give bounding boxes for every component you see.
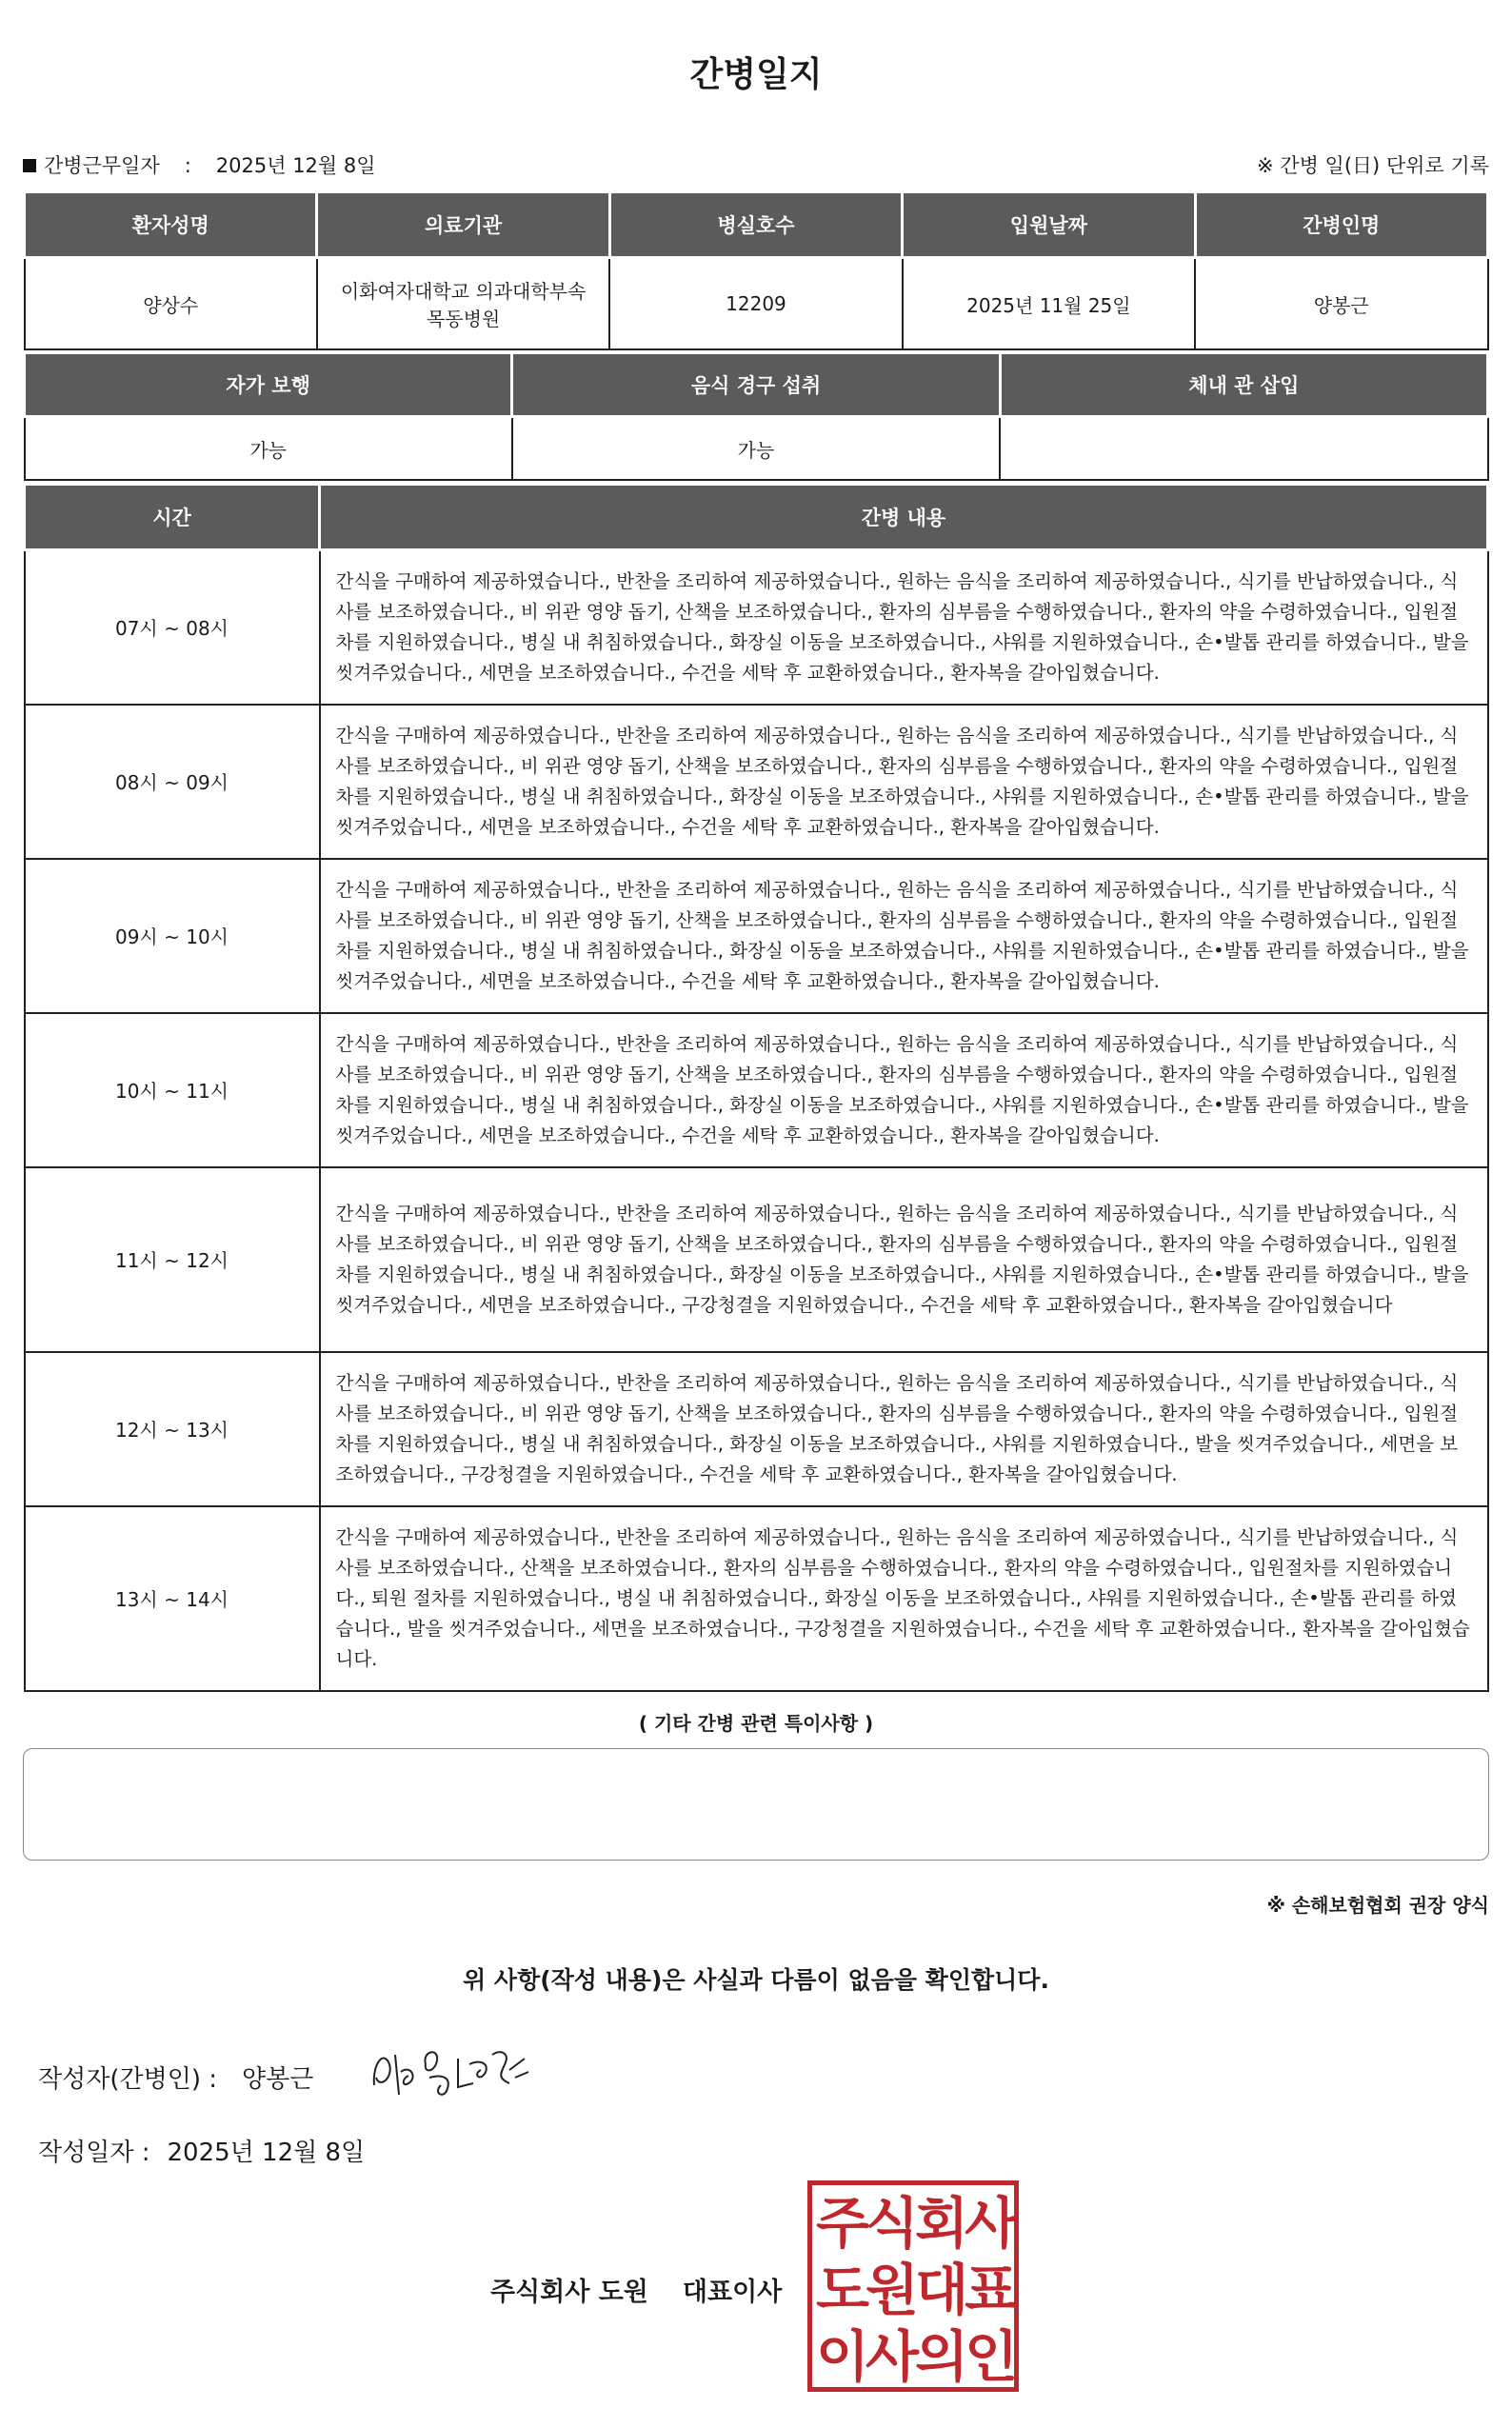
log-content: 간식을 구매하여 제공하였습니다., 반찬을 조리하여 제공하였습니다., 원하는 음식을 조리하여 제공하였습니다., 식기를 반납하였습니다., 식사를 보조하였습니다., 비 위관 영양 돕기, 산책을 보조하였습니다., 환자의 심부름을 수행하였습니다., 환자의 약을 수령하였습니다., 입원절차를 지원하였습니다., 병실 내 취침하였습니다., 화장실 이동을 보조하였습니다., 샤워를 지원하였습니다., 손•발톱 관리를 하였습니다., 발을 씻겨주었습니다., 세면을 보조하였습니다., 수건을 세탁 후 교환하였습니다., 환자복을 갈아입혔습니다. [320,550,1488,705]
seal-row [812,2252,1015,2322]
log-row [25,705,1488,859]
writer-name: 양봉근 [242,2065,314,2094]
patient-header-row [25,193,1488,258]
log-time: 09시 ~ 10시 [25,859,320,1013]
recommended-form-note: ※ 손해보험협회 권장 양식 [1266,1894,1489,1917]
admission-date: 2025년 11월 25일 [903,258,1195,350]
log-row [25,1167,1488,1352]
unit-note: ※ 간병 일(日) 단위로 기록 [1257,154,1489,177]
page-title: 간병일지 [689,55,823,94]
log-time: 07시 ~ 08시 [25,550,320,705]
log-time: 11시 ~ 12시 [25,1167,320,1352]
seal-char: 주 [816,2191,866,2256]
seal-row [812,2319,1015,2389]
care-log-table [23,486,1489,1692]
header-care-content: 간병 내용 [320,486,1488,550]
confirmation-statement: 위 사항(작성 내용)은 사실과 다름이 없음을 확인합니다. [463,1966,1049,1994]
header-patient-name: 환자성명 [25,193,317,258]
room-number: 12209 [609,258,902,350]
patient-value-row [25,258,1488,350]
header-time: 시간 [25,486,320,550]
write-date-value: 2025년 12월 8일 [167,2139,366,2167]
log-content: 간식을 구매하여 제공하였습니다., 반찬을 조리하여 제공하였습니다., 원하는 음식을 조리하여 제공하였습니다., 식기를 반납하였습니다., 식사를 보조하였습니다., 비 위관 영양 돕기, 산책을 보조하였습니다., 환자의 심부름을 수행하였습니다., 환자의 약을 수령하였습니다., 입원절차를 지원하였습니다., 병실 내 취침하였습니다., 화장실 이동을 보조하였습니다., 샤워를 지원하였습니다., 손•발톱 관리를 하였습니다., 발을 씻겨주었습니다., 세면을 보조하였습니다., 수건을 세탁 후 교환하였습니다., 환자복을 갈아입혔습니다. [320,859,1488,1013]
patient-info-table [23,193,1489,350]
seal-char: 회 [915,2191,965,2256]
write-date-label: 작성일자 : [38,2139,150,2167]
log-row [25,1013,1488,1167]
seal-char: 대 [915,2258,965,2322]
seal-char: 의 [915,2324,965,2389]
work-date-value: 2025년 12월 8일 [215,154,376,177]
company-line [490,2271,782,2308]
caregiver-name: 양봉근 [1195,258,1487,350]
company-seal-stamp [807,2180,1019,2392]
seal-char: 인 [965,2324,1015,2389]
patient-status-table [23,354,1489,481]
notes-heading: ( 기타 간병 관련 특이사항 ) [638,1712,874,1735]
status-header-row [25,354,1488,417]
writer-label: 작성자(간병인) : [38,2065,218,2094]
log-content: 간식을 구매하여 제공하였습니다., 반찬을 조리하여 제공하였습니다., 원하는 음식을 조리하여 제공하였습니다., 식기를 반납하였습니다., 식사를 보조하였습니다., 산책을 보조하였습니다., 환자의 심부름을 수행하였습니다., 환자의 약을 수령하였습니다., 입원절차를 지원하였습니다., 퇴원 절차를 지원하였습니다., 병실 내 취침하였습니다., 화장실 이동을 보조하였습니다., 샤워를 지원하였습니다., 손•발톱 관리를 하였습니다., 발을 씻겨주었습니다., 세면을 보조하였습니다., 구강청결을 지원하였습니다., 수건을 세탁 후 교환하였습니다., 환자복을 갈아입혔습니다. [320,1506,1488,1691]
log-row [25,1506,1488,1691]
signature-image [367,2036,533,2102]
notes-box[interactable] [23,1748,1489,1861]
seal-char: 원 [865,2258,916,2322]
ceo-title: 대표이사 [682,2278,783,2307]
log-row [25,859,1488,1013]
log-time: 10시 ~ 11시 [25,1013,320,1167]
header-tube: 체내 관 삽입 [1000,354,1487,417]
log-content: 간식을 구매하여 제공하였습니다., 반찬을 조리하여 제공하였습니다., 원하는 음식을 조리하여 제공하였습니다., 식기를 반납하였습니다., 식사를 보조하였습니다., 비 위관 영양 돕기, 산책을 보조하였습니다., 환자의 심부름을 수행하였습니다., 환자의 약을 수령하였습니다., 입원절차를 지원하였습니다., 병실 내 취침하였습니다., 화장실 이동을 보조하였습니다., 샤워를 지원하였습니다., 발을 씻겨주었습니다., 세면을 보조하였습니다., 구강청결을 지원하였습니다., 수건을 세탁 후 교환하였습니다., 환자복을 갈아입혔습니다. [320,1352,1488,1506]
header-walking: 자가 보행 [25,354,512,417]
company-name: 주식회사 도원 [490,2278,648,2307]
log-row [25,550,1488,705]
oral-intake-value: 가능 [512,417,1000,481]
log-content: 간식을 구매하여 제공하였습니다., 반찬을 조리하여 제공하였습니다., 원하는 음식을 조리하여 제공하였습니다., 식기를 반납하였습니다., 식사를 보조하였습니다., 비 위관 영양 돕기, 산책을 보조하였습니다., 환자의 심부름을 수행하였습니다., 환자의 약을 수령하였습니다., 입원절차를 지원하였습니다., 병실 내 취침하였습니다., 화장실 이동을 보조하였습니다., 샤워를 지원하였습니다., 손•발톱 관리를 하였습니다., 발을 씻겨주었습니다., 세면을 보조하였습니다., 수건을 세탁 후 교환하였습니다., 환자복을 갈아입혔습니다. [320,1013,1488,1167]
log-header-row [25,486,1488,550]
seal-char: 이 [816,2324,866,2389]
tube-value [1000,417,1487,481]
log-row [25,1352,1488,1506]
status-value-row [25,417,1488,481]
work-date-line [23,150,376,179]
patient-name: 양상수 [25,258,317,350]
hospital-name [317,258,609,350]
writer-line [38,2060,313,2095]
header-hospital: 의료기관 [317,193,609,258]
header-room: 병실호수 [609,193,902,258]
header-admission-date: 입원날짜 [903,193,1195,258]
log-content: 간식을 구매하여 제공하였습니다., 반찬을 조리하여 제공하였습니다., 원하는 음식을 조리하여 제공하였습니다., 식기를 반납하였습니다., 식사를 보조하였습니다., 비 위관 영양 돕기, 산책을 보조하였습니다., 환자의 심부름을 수행하였습니다., 환자의 약을 수령하였습니다., 입원절차를 지원하였습니다., 병실 내 취침하였습니다., 화장실 이동을 보조하였습니다., 샤워를 지원하였습니다., 손•발톱 관리를 하였습니다., 발을 씻겨주었습니다., 세면을 보조하였습니다., 수건을 세탁 후 교환하였습니다., 환자복을 갈아입혔습니다. [320,705,1488,859]
walking-value: 가능 [25,417,512,481]
seal-char: 사 [865,2324,916,2389]
header-oral-intake: 음식 경구 섭취 [512,354,1000,417]
work-date-colon: : [184,154,191,177]
hospital-line-2: 목동병원 [426,308,501,330]
seal-char: 사 [965,2191,1015,2256]
log-time: 13시 ~ 14시 [25,1506,320,1691]
seal-char: 표 [965,2258,1015,2322]
square-bullet-icon [23,159,36,172]
work-date-label: 간병근무일자 [44,154,160,177]
seal-row [812,2185,1015,2256]
log-time: 08시 ~ 09시 [25,705,320,859]
hospital-line-1: 이화여자대학교 의과대학부속 [340,280,587,303]
log-time: 12시 ~ 13시 [25,1352,320,1506]
write-date-line [38,2133,365,2168]
header-caregiver: 간병인명 [1195,193,1487,258]
seal-char: 도 [816,2258,866,2322]
seal-char: 식 [865,2191,916,2256]
log-content: 간식을 구매하여 제공하였습니다., 반찬을 조리하여 제공하였습니다., 원하는 음식을 조리하여 제공하였습니다., 식기를 반납하였습니다., 식사를 보조하였습니다., 비 위관 영양 돕기, 산책을 보조하였습니다., 환자의 심부름을 수행하였습니다., 환자의 약을 수령하였습니다., 입원절차를 지원하였습니다., 병실 내 취침하였습니다., 화장실 이동을 보조하였습니다., 샤워를 지원하였습니다., 손•발톱 관리를 하였습니다., 발을 씻겨주었습니다., 세면을 보조하였습니다., 구강청결을 지원하였습니다., 수건을 세탁 후 교환하였습니다., 환자복을 갈아입혔습니다 [320,1167,1488,1352]
